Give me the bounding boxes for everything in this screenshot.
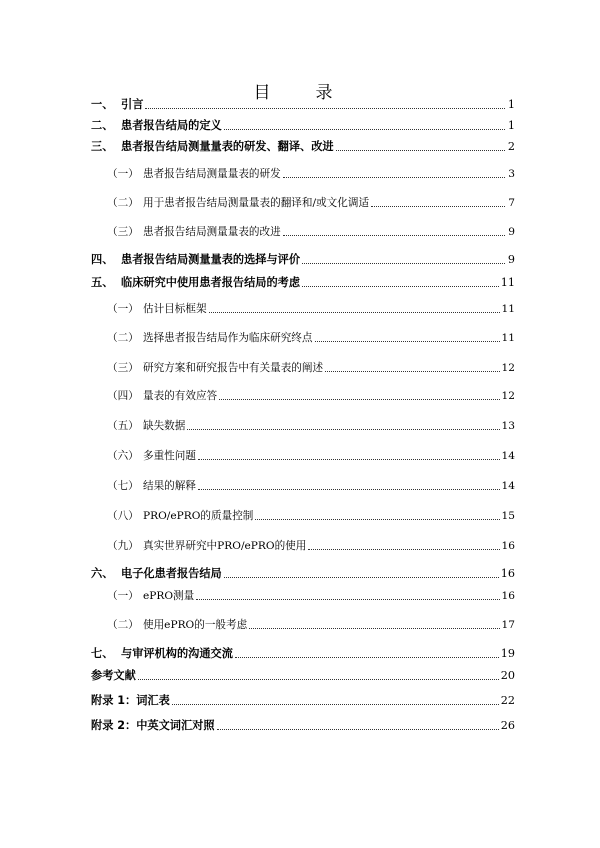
toc-entry-title: 研究方案和研究报告中有关量表的阐述 [143,362,324,374]
dot-leader [325,371,499,372]
toc-entry-page-number: 2 [507,140,515,153]
toc-entry-title: 多重性问题 [143,450,196,462]
dot-leader [302,286,499,287]
dot-leader [235,657,499,658]
toc-entry-page-number: 11 [500,276,515,289]
page-title: 目 录 [253,83,347,103]
toc-entry-page-number: 12 [501,362,515,374]
toc-entry[interactable] [107,418,515,434]
toc-entry-number: （七） [107,480,139,492]
toc-entry-number: （一） [107,168,139,180]
toc-entry[interactable] [91,693,515,709]
toc-entry[interactable] [107,448,515,464]
toc-entry-title: 真实世界研究中PRO/ePRO的使用 [143,540,307,552]
toc-entry[interactable] [107,301,515,317]
toc-entry[interactable] [107,224,515,240]
dot-leader [172,704,499,705]
toc-entry-page-number: 15 [501,510,515,522]
dot-leader [249,628,499,629]
dot-leader [145,108,505,109]
toc-entry-page-number: 14 [501,450,515,462]
dot-leader [187,429,499,430]
toc-entry-number: （五） [107,420,139,432]
toc-entry-page-number: 3 [508,168,515,180]
toc-entry-page-number: 16 [501,540,515,552]
toc-entry-number: （二） [107,619,139,631]
toc-entry-page-number: 7 [508,197,515,209]
toc-entry-page-number: 26 [500,719,515,732]
toc-entry-page-number: 9 [508,226,515,238]
toc-entry-title: 患者报告结局测量量表的研发、翻译、改进 [121,140,334,153]
toc-entry-number: 三、 [91,140,114,153]
toc-entry-title: 使用ePRO的一般考虑 [143,619,248,631]
toc-entry-page-number: 12 [501,390,515,402]
dot-leader [224,577,499,578]
toc-entry-number: 一、 [91,98,114,111]
toc-entry[interactable] [91,97,515,113]
toc-entry-number: （八） [107,510,139,522]
toc-entry-number: （一） [107,303,139,315]
toc-entry-title: 用于患者报告结局测量量表的翻译和/或文化调适 [143,197,370,209]
toc-entry-number: （六） [107,450,139,462]
toc-entry-title: 临床研究中使用患者报告结局的考虑 [121,276,301,289]
toc-entry[interactable] [107,538,515,554]
toc-entry[interactable] [107,588,515,604]
dot-leader [224,129,505,130]
toc-entry[interactable] [91,718,515,734]
toc-entry-title: 量表的有效应答 [143,390,218,402]
toc-entry-number: （一） [107,590,139,602]
toc-entry-title: 与审评机构的沟通交流 [121,647,233,660]
toc-entry-title: 附录 1：词汇表 [91,694,170,707]
dot-leader [255,519,499,520]
toc-entry-page-number: 20 [500,669,515,682]
toc-entry-number: 二、 [91,119,114,132]
toc-entry-title: 参考文献 [91,669,136,682]
toc-entry-number: （四） [107,390,139,402]
dot-leader [283,177,505,178]
toc-entry-title: ePRO测量 [143,590,195,602]
toc-entry-page-number: 9 [507,253,515,266]
toc-entry-title: 引言 [121,98,144,111]
toc-entry-page-number: 19 [500,647,515,660]
toc-entry-page-number: 16 [500,567,515,580]
toc-entry-title: 电子化患者报告结局 [121,567,222,580]
dot-leader [217,729,499,730]
toc-entry[interactable] [107,617,515,633]
toc-entry-page-number: 16 [501,590,515,602]
toc-entry-title: 患者报告结局测量量表的选择与评价 [121,253,301,266]
dot-leader [283,235,505,236]
toc-entry-title: 患者报告结局测量量表的研发 [143,168,281,180]
toc-entry-page-number: 13 [501,420,515,432]
toc-entry-page-number: 11 [501,332,515,344]
toc-entry-number: （二） [107,197,139,209]
toc-entry-number: 七、 [91,647,114,660]
toc-entry[interactable] [107,330,515,346]
dot-leader [219,399,499,400]
dot-leader [302,263,505,264]
toc-entry[interactable] [91,118,515,134]
toc-entry[interactable] [107,166,515,182]
toc-entry-title: 结果的解释 [143,480,196,492]
toc-entry-title: 缺失数据 [143,420,186,432]
dot-leader [198,459,500,460]
toc-entry[interactable] [107,478,515,494]
toc-entry-page-number: 22 [500,694,515,707]
toc-entry[interactable] [91,275,515,291]
toc-entry-title: 患者报告结局的定义 [121,119,222,132]
toc-entry-number: 四、 [91,253,114,266]
toc-entry-page-number: 1 [507,98,515,111]
toc-entry-page-number: 17 [501,619,515,631]
dot-leader [336,150,505,151]
dot-leader [315,341,500,342]
toc-entry[interactable] [91,252,515,268]
toc-entry-page-number: 1 [507,119,515,132]
toc-entry-title: PRO/ePRO的质量控制 [143,510,254,522]
toc-entry-page-number: 14 [501,480,515,492]
toc-entry[interactable] [107,195,515,211]
toc-entry[interactable] [107,388,515,404]
toc-entry-number: （三） [107,226,139,238]
toc-entry-title: 附录 2：中英文词汇对照 [91,719,215,732]
dot-leader [308,549,499,550]
toc-entry-title: 选择患者报告结局作为临床研究终点 [143,332,313,344]
toc-entry-number: 五、 [91,276,114,289]
toc-entry-title: 估计目标框架 [143,303,207,315]
dot-leader [209,312,500,313]
toc-entry[interactable] [91,566,515,582]
toc-entry-page-number: 11 [501,303,515,315]
toc-entry-number: （二） [107,332,139,344]
toc-entry-number: （三） [107,362,139,374]
toc-entry[interactable] [91,646,515,662]
toc-entry[interactable] [107,360,515,376]
toc-entry-number: （九） [107,540,139,552]
toc-entry-title: 患者报告结局测量量表的改进 [143,226,281,238]
dot-leader [198,489,500,490]
toc-entry-number: 六、 [91,567,114,580]
dot-leader [371,206,505,207]
dot-leader [196,599,499,600]
toc-entry[interactable] [91,139,515,155]
toc-entry[interactable] [107,508,515,524]
toc-entry[interactable] [91,668,515,684]
dot-leader [138,679,499,680]
